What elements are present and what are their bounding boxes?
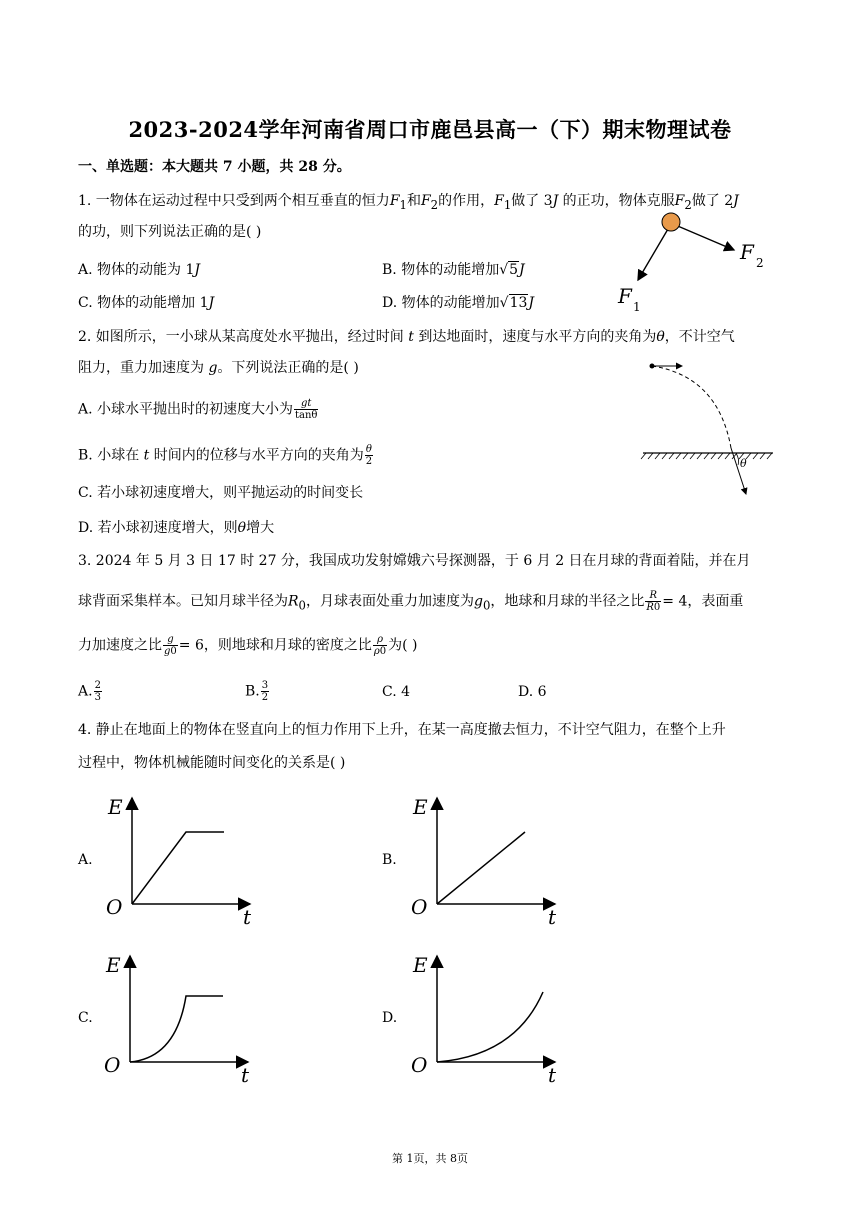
q4-stem-line2: 过程中，物体机械能随时间变化的关系是( ) xyxy=(78,755,346,771)
q2-option-b: B. 小球在 t 时间内的位移与水平方向的夹角为 $\frac{\theta}{2}$ xyxy=(78,444,373,467)
e-axis-label: E xyxy=(108,795,123,819)
q1-option-b: B. 物体的动能增加√5J xyxy=(382,262,525,278)
q1-stem-line1: 1. 一物体在运动过程中只受到两个相互垂直的恒力$F_1$和$F_2$的作用，$F_1$做了 3J 的正功，物体克服$F_2$做了 2J xyxy=(78,193,739,212)
q3-stem-line1: 3. 2024 年 5 月 3 日 17 时 27 分，我国成功发射嫦娥六号探测器，于 6 月 2 日在月球的背面着陆，并在月 xyxy=(78,553,751,569)
q2-projectile-diagram xyxy=(638,356,778,501)
page-footer: 第 1页，共 8页 xyxy=(392,1152,468,1165)
f1-label: F xyxy=(618,284,632,308)
trajectory xyxy=(652,366,731,448)
origin-label: O xyxy=(104,1053,121,1077)
e-axis-label: E xyxy=(413,953,428,977)
q4-option-d-label: D. xyxy=(382,1010,398,1026)
object-ball xyxy=(662,213,680,231)
t-axis-label: t xyxy=(241,1063,250,1087)
q2-stem-line1: 2. 如图所示，一小球从某高度处水平抛出，经过时间 t 到达地面时，速度与水平方向的夹角为θ，不计空气 xyxy=(78,329,735,345)
final-velocity-arrow xyxy=(731,448,746,494)
q4-graph-b xyxy=(405,790,565,930)
q1-force-diagram xyxy=(610,205,780,315)
f2-subscript: 2 xyxy=(756,256,764,270)
t-axis-label: t xyxy=(548,905,557,929)
q1-option-c: C. 物体的动能增加 1J xyxy=(78,295,215,311)
energy-curve xyxy=(130,996,223,1062)
q2-option-c: C. 若小球初速度增大，则平抛运动的时间变长 xyxy=(78,485,364,501)
q3-option-c: C. 4 xyxy=(382,684,411,700)
q3-option-a: A. $\frac{2}{3}$ xyxy=(78,680,101,703)
q4-graph-a xyxy=(100,790,260,930)
q1-option-a: A. 物体的动能为 1J xyxy=(78,262,200,278)
q2-stem-line2: 阻力，重力加速度为 g。下列说法正确的是( ) xyxy=(78,360,359,376)
q1-stem-line2: 的功，则下列说法正确的是( ) xyxy=(78,224,262,240)
energy-curve xyxy=(132,832,224,904)
q2-option-a: A. 小球水平抛出时的初速度大小为 $\frac{gt}{\tan\theta}$ xyxy=(78,398,318,421)
q3-stem-line3: 力加速度之比 $\frac{g}{g0}$ = 6，则地球和月球的密度之比 $\frac{\rho}{\rho 0}$ 为( ) xyxy=(78,634,418,657)
q4-option-c-label: C. xyxy=(78,1010,93,1026)
page-title: 2023-2024学年河南省周口市鹿邑县高一（下）期末物理试卷 xyxy=(128,117,732,142)
q1-option-d: D. 物体的动能增加√13J xyxy=(382,295,535,311)
origin-label: O xyxy=(106,895,123,919)
f1-subscript: 1 xyxy=(633,300,641,314)
q3-option-d: D. 6 xyxy=(518,684,547,700)
section-heading: 一、单选题：本大题共 7 小题，共 28 分。 xyxy=(78,159,351,175)
q3-option-b: B. $\frac{3}{2}$ xyxy=(245,680,269,703)
q4-option-b-label: B. xyxy=(382,852,397,868)
origin-label: O xyxy=(411,895,428,919)
energy-curve xyxy=(437,832,525,904)
origin-label: O xyxy=(411,1053,428,1077)
e-axis-label: E xyxy=(413,795,428,819)
q3-stem-line2: 球背面采集样本。已知月球半径为$R_0$，月球表面处重力加速度为$g_0$，地球和月球的半径之比 $\frac{R}{R0}$ = 4，表面重 xyxy=(78,590,744,613)
energy-curve xyxy=(437,992,543,1062)
q4-graph-c xyxy=(98,948,258,1088)
q2-option-d: D. 若小球初速度增大，则θ增大 xyxy=(78,520,275,536)
q4-option-a-label: A. xyxy=(78,852,93,868)
f2-label: F xyxy=(740,240,754,264)
e-axis-label: E xyxy=(106,953,121,977)
q4-stem-line1: 4. 静止在地面上的物体在竖直向上的恒力作用下上升，在某一高度撤去恒力，不计空气阻力，在整个上升 xyxy=(78,722,726,738)
f2-arrow xyxy=(673,224,734,250)
ground-hatch xyxy=(641,453,772,459)
angle-label: θ xyxy=(740,457,747,470)
f1-arrow xyxy=(638,229,668,280)
t-axis-label: t xyxy=(243,905,252,929)
q4-graph-d xyxy=(405,948,565,1088)
t-axis-label: t xyxy=(548,1063,557,1087)
